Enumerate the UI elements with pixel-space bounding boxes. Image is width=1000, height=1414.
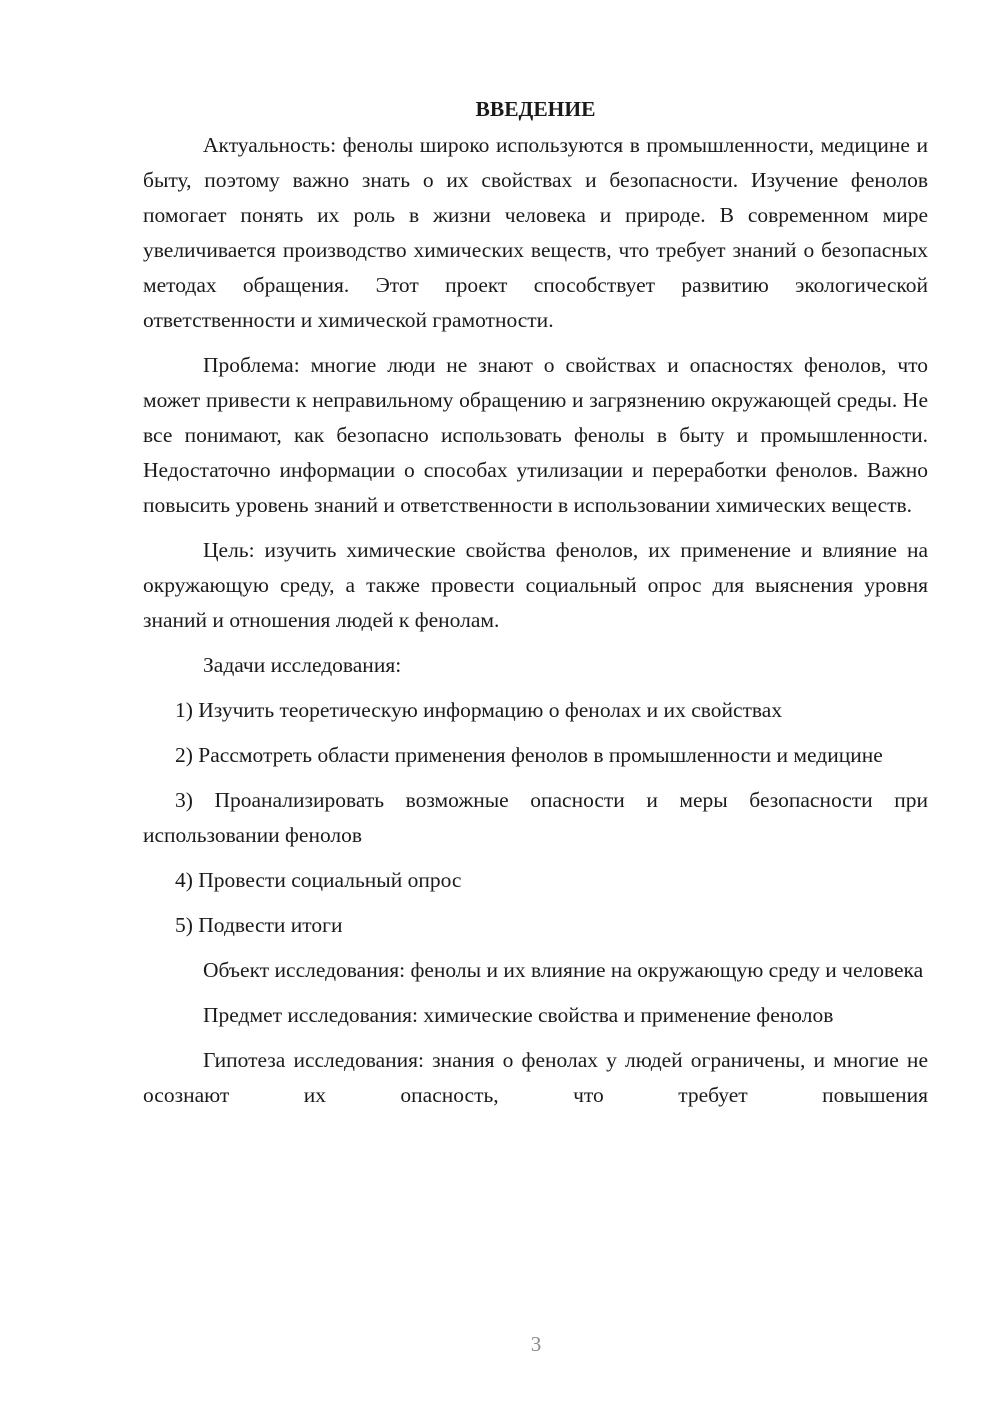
relevance-paragraph: Актуальность: фенолы широко используются в промышленности, медицине и быту, поэтому важно знать о их свойствах и безопасности. Изучение фенолов помогает понять их роль в жизни человека и природе. В современном мире увеличивается производство химических веществ, что требует знаний о безопасных методах обращения. Этот проект способствует развитию экологической ответственности и химической грамотности. <box>143 133 928 332</box>
tasks-heading: Задачи исследования: <box>203 653 402 677</box>
task-item: 5) Подвести итоги <box>175 913 343 937</box>
page-number: 3 <box>530 1332 542 1356</box>
task-item: 1) Изучить теоретическую информацию о фенолах и их свойствах <box>175 698 783 722</box>
goal-paragraph: Цель: изучить химические свойства фенолов, их применение и влияние на окружающую среду, а также провести социальный опрос для выяснения уровня знаний и отношения людей к фенолам. <box>143 538 928 632</box>
task-item: 4) Провести социальный опрос <box>175 868 462 892</box>
subject-paragraph: Предмет исследования: химические свойства и применение фенолов <box>203 1003 834 1027</box>
document-page <box>143 92 928 1113</box>
page-title: ВВЕДЕНИЕ <box>475 97 596 121</box>
hypothesis-paragraph: Гипотеза исследования: знания о фенолах у людей ограничены, и многие не осознают их опасность, что требует повышения <box>143 1048 928 1107</box>
task-item: 3) Проанализировать возможные опасности и меры безопасности при использовании фенолов <box>143 788 928 847</box>
task-item: 2) Рассмотреть области применения фенолов в промышленности и медицине <box>175 743 883 767</box>
object-paragraph: Объект исследования: фенолы и их влияние на окружающую среду и человека <box>203 958 924 982</box>
problem-paragraph: Проблема: многие люди не знают о свойствах и опасностях фенолов, что может привести к неправильному обращению и загрязнению окружающей среды. Не все понимают, как безопасно использовать фенолы в быту и промышленности. Недостаточно информации о способах утилизации и переработки фенолов. Важно повысить уровень знаний и ответственности в использовании химических веществ. <box>143 353 928 517</box>
